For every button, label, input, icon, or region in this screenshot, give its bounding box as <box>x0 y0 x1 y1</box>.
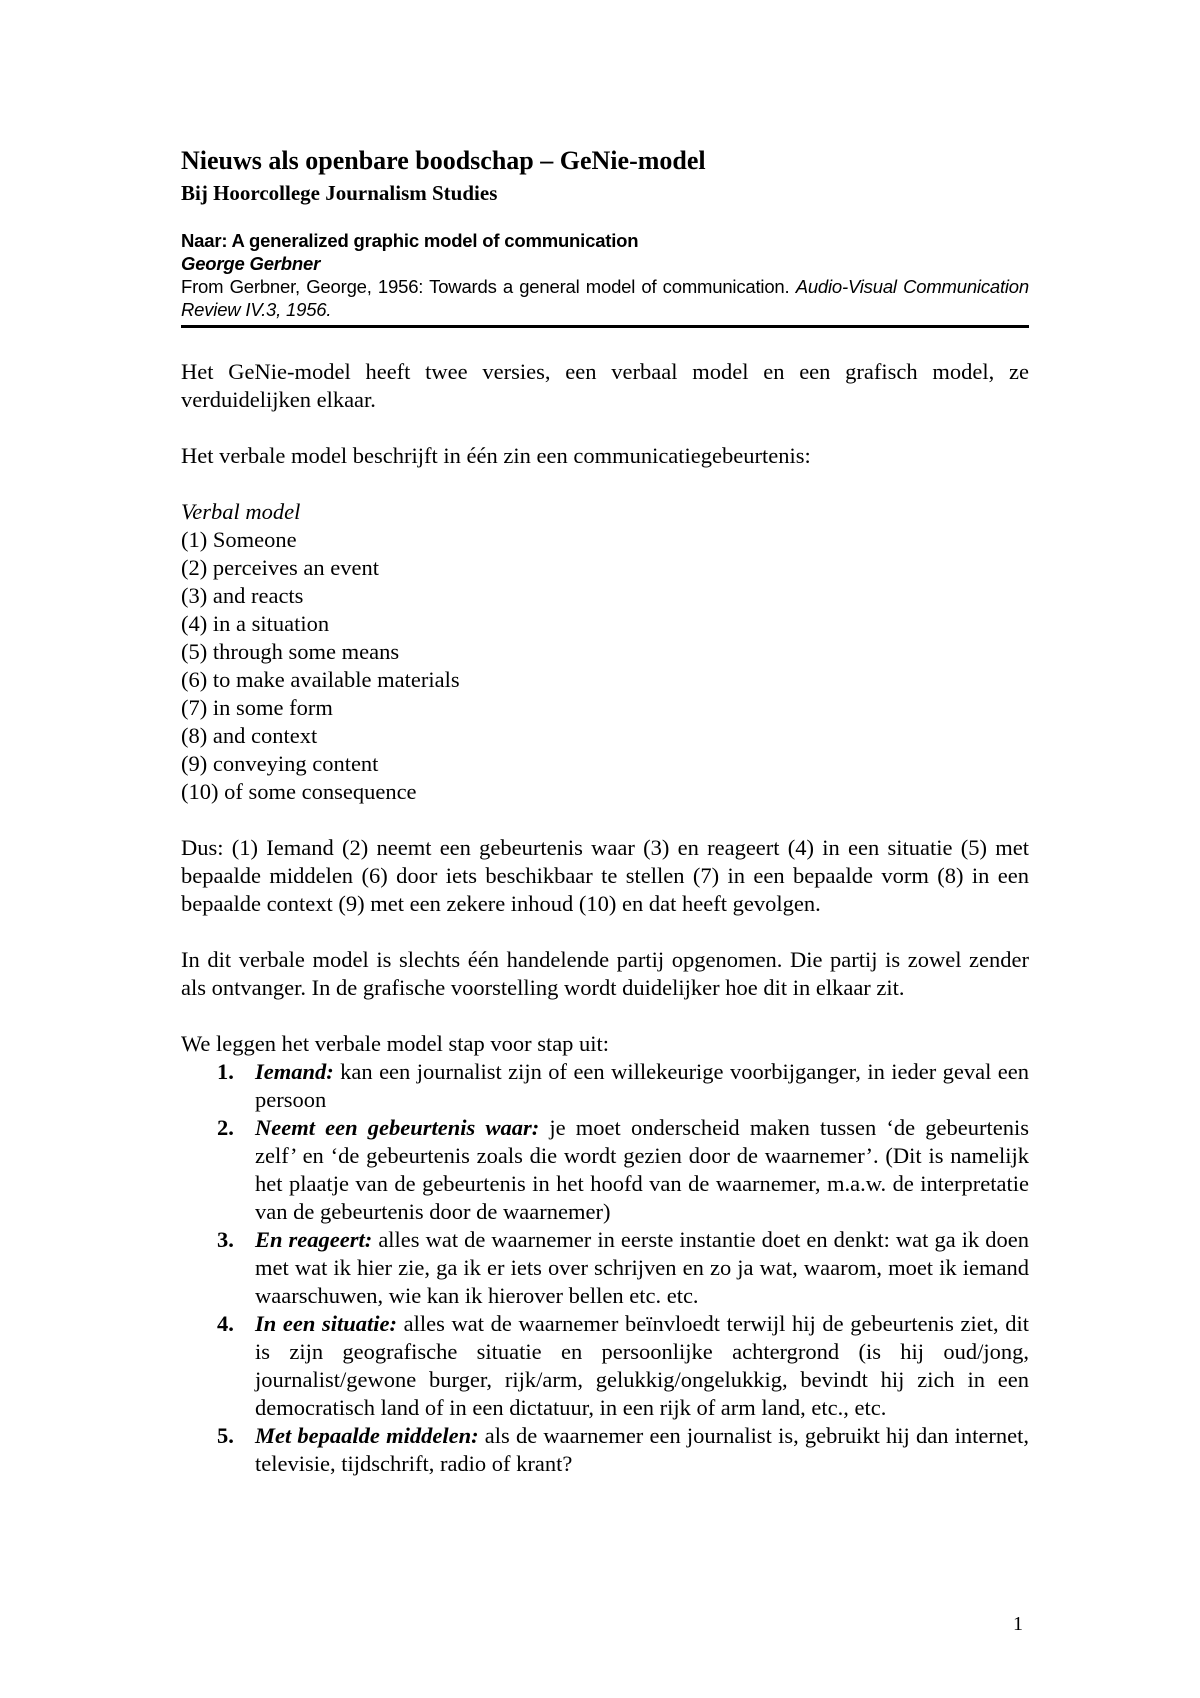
document-page <box>181 145 1029 1478</box>
step-number: 5. <box>217 1423 234 1448</box>
source-reference <box>181 275 1029 321</box>
source-reference-italic: Audio-Visual Communication Review IV.3, 1956. <box>181 276 1029 320</box>
step-number: 1. <box>217 1059 234 1084</box>
list-item <box>217 1422 1030 1478</box>
list-item: (10) of some consequence <box>181 779 417 804</box>
source-naar: Naar: A generalized graphic model of communication <box>181 230 639 251</box>
source-block <box>181 229 1029 321</box>
step-text: je moet onderscheid maken tussen ‘de gebeurtenis zelf’ en ‘de gebeurtenis zoals die wordt gezien door de waarnemer’. (Dit is namelijk het plaatje van de gebeurtenis in het hoofd van de waarnemer, m.a.w. de interpretatie van de gebeurtenis door de waarnemer) <box>255 1115 1030 1224</box>
list-item <box>217 1114 1030 1226</box>
document-title: Nieuws als openbare boodschap – GeNie-model <box>181 146 706 175</box>
list-item: (5) through some means <box>181 639 400 664</box>
step-text: alles wat de waarnemer beïnvloedt terwijl hij de gebeurtenis ziet, dit is zijn geografische situatie en persoonlijke achtergrond (is hij oud/jong, journalist/gewone burger, rijk/arm, gelukkig/ongelukkig, bevindt hij zich in een democratisch land of in een dictatuur, in een rijk of arm land, etc., etc. <box>255 1311 1030 1420</box>
list-item: (4) in a situation <box>181 611 330 636</box>
step-text: als de waarnemer een journalist is, gebruikt hij dan internet, televisie, tijdschrift, radio of krant? <box>255 1423 1030 1476</box>
party-paragraph: In dit verbale model is slechts één handelende partij opgenomen. Die partij is zowel zender als ontvanger. In de grafische voorstelling wordt duidelijker hoe dit in elkaar zit. <box>181 947 1029 1000</box>
verbal-intro-paragraph: Het verbale model beschrijft in één zin een communicatiegebeurtenis: <box>181 443 811 468</box>
steps-list <box>181 1058 1029 1478</box>
verbal-model-list <box>181 526 1029 806</box>
step-number: 4. <box>217 1311 234 1336</box>
document-subtitle: Bij Hoorcollege Journalism Studies <box>181 181 498 205</box>
list-item <box>217 1058 1029 1114</box>
step-term: En reageert: <box>255 1227 373 1252</box>
list-item: (6) to make available materials <box>181 667 460 692</box>
step-text: alles wat de waarnemer in eerste instantie doet en denkt: wat ga ik doen met wat ik hier zie, ga ik er iets over schrijven en zo ja wat, waarom, moet ik iemand waarschuwen, wie kan ik hierover bellen etc. etc. <box>255 1227 1029 1308</box>
step-term: Iemand: <box>255 1059 334 1084</box>
intro-paragraph: Het GeNie-model heeft twee versies, een verbaal model en een grafisch model, ze verduidelijken elkaar. <box>181 359 1029 412</box>
list-item: (3) and reacts <box>181 583 304 608</box>
verbal-model-heading: Verbal model <box>181 499 301 524</box>
step-term: Met bepaalde middelen: <box>255 1423 479 1448</box>
list-item: (9) conveying content <box>181 751 379 776</box>
list-item: (8) and context <box>181 723 318 748</box>
steps-intro: We leggen het verbale model stap voor stap uit: <box>181 1031 610 1056</box>
source-author: George Gerbner <box>181 253 321 274</box>
step-text: kan een journalist zijn of een willekeurige voorbijganger, in ieder geval een persoon <box>255 1059 1029 1112</box>
list-item <box>217 1310 1030 1422</box>
step-term: Neemt een gebeurtenis waar: <box>255 1115 540 1140</box>
source-reference-plain: From Gerbner, George, 1956: Towards a general model of communication. <box>181 276 796 297</box>
list-item: (7) in some form <box>181 695 333 720</box>
step-number: 3. <box>217 1227 234 1252</box>
list-item: (1) Someone <box>181 527 297 552</box>
dus-paragraph: Dus: (1) Iemand (2) neemt een gebeurtenis waar (3) en reageert (4) in een situatie (5) met bepaalde middelen (6) door iets beschikbaar te stellen (7) in een bepaalde vorm (8) in een bepaalde context (9) met een zekere inhoud (10) en dat heeft gevolgen. <box>181 835 1029 916</box>
list-item: (2) perceives an event <box>181 555 380 580</box>
step-number: 2. <box>217 1115 234 1140</box>
list-item <box>217 1226 1029 1310</box>
page-number: 1 <box>1013 1613 1023 1635</box>
step-term: In een situatie: <box>255 1311 398 1336</box>
